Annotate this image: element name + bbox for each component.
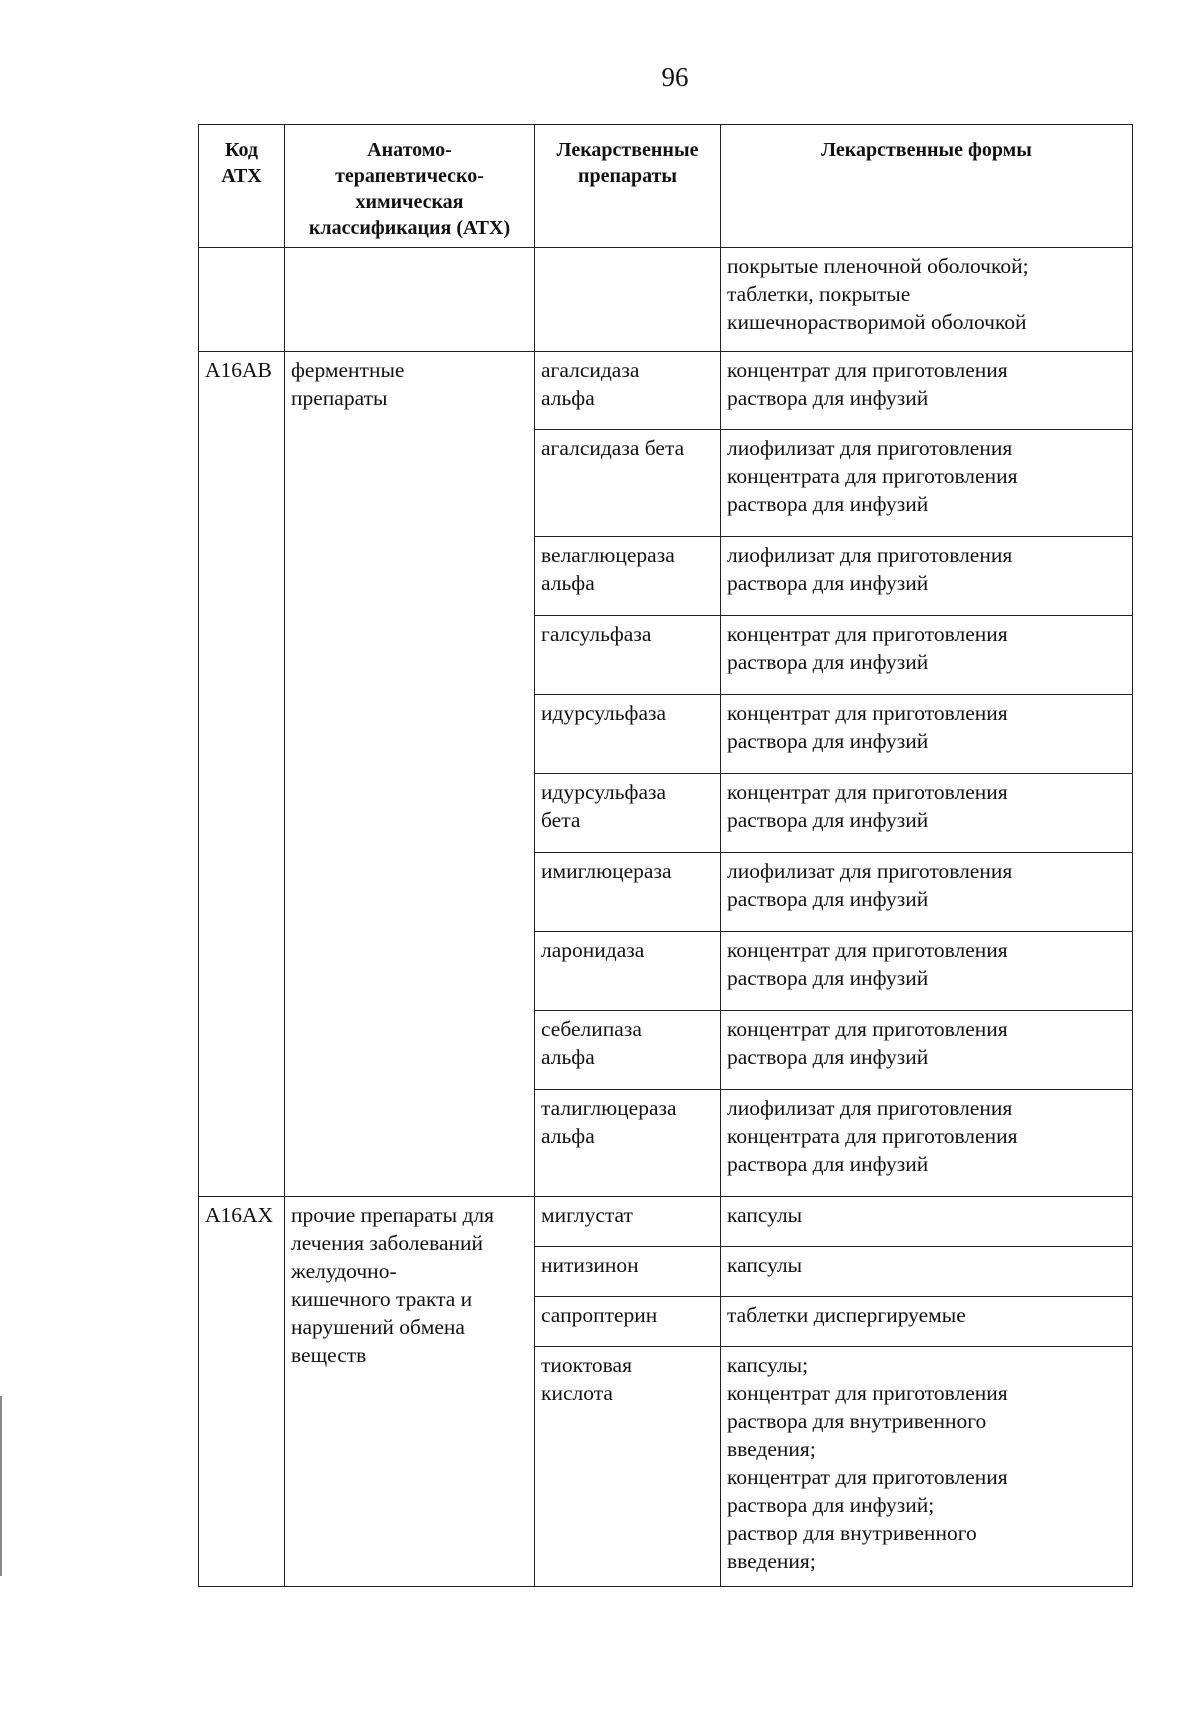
form-cell: лиофилизат для приготовления раствора для инфузий <box>721 853 1133 932</box>
header-drugs: Лекарственные препараты <box>535 125 721 248</box>
form-cell: лиофилизат для приготовления раствора для инфузий <box>721 537 1133 616</box>
scan-edge-mark <box>0 1396 2 1576</box>
header-forms: Лекарственные формы <box>721 125 1133 248</box>
drug-cell: миглустат <box>535 1197 721 1247</box>
form-cell: капсулы <box>721 1247 1133 1297</box>
atx-code-cell: А16АВ <box>199 352 285 1197</box>
drug-cell: идурсульфаза <box>535 695 721 774</box>
drug-cell: талиглюцераза альфа <box>535 1090 721 1197</box>
form-cell: таблетки диспергируемые <box>721 1297 1133 1347</box>
continuation-drug-cell <box>535 248 721 352</box>
drug-cell: ларонидаза <box>535 932 721 1011</box>
drug-cell: идурсульфаза бета <box>535 774 721 853</box>
classification-cell: ферментные препараты <box>285 352 535 1197</box>
form-cell: капсулы <box>721 1197 1133 1247</box>
atx-code-cell: А16АХ <box>199 1197 285 1587</box>
drug-cell: себелипаза альфа <box>535 1011 721 1090</box>
drug-cell: велаглюцераза альфа <box>535 537 721 616</box>
form-cell: концентрат для приготовления раствора для инфузий <box>721 774 1133 853</box>
drug-cell: тиоктовая кислота <box>535 1347 721 1587</box>
drug-cell: галсульфаза <box>535 616 721 695</box>
continuation-classification-cell <box>285 248 535 352</box>
form-cell: концентрат для приготовления раствора для инфузий <box>721 1011 1133 1090</box>
continuation-form-cell: покрытые пленочной оболочкой; таблетки, покрытые кишечнорастворимой оболочкой <box>721 248 1133 352</box>
drug-cell: агалсидаза альфа <box>535 352 721 430</box>
table-row <box>199 352 1133 430</box>
form-cell: концентрат для приготовления раствора для инфузий <box>721 695 1133 774</box>
form-cell: капсулы; концентрат для приготовления раствора для внутривенного введения; концентрат для приготовления раствора для инфузий; раствор для внутривенного введения; <box>721 1347 1133 1587</box>
form-cell: лиофилизат для приготовления концентрата для приготовления раствора для инфузий <box>721 1090 1133 1197</box>
drug-cell: имиглюцераза <box>535 853 721 932</box>
drug-cell: сапроптерин <box>535 1297 721 1347</box>
table-row-continuation <box>199 248 1133 352</box>
form-cell: концентрат для приготовления раствора для инфузий <box>721 616 1133 695</box>
form-cell: концентрат для приготовления раствора для инфузий <box>721 352 1133 430</box>
table-header-row <box>199 125 1133 248</box>
table-row <box>199 1197 1133 1247</box>
drug-cell: агалсидаза бета <box>535 430 721 537</box>
form-cell: лиофилизат для приготовления концентрата для приготовления раствора для инфузий <box>721 430 1133 537</box>
drug-cell: нитизинон <box>535 1247 721 1297</box>
header-code: Код АТХ <box>199 125 285 248</box>
header-classification: Анатомо- терапевтическо- химическая классификация (АТХ) <box>285 125 535 248</box>
atx-drug-table <box>198 124 1133 1587</box>
form-cell: концентрат для приготовления раствора для инфузий <box>721 932 1133 1011</box>
classification-cell: прочие препараты для лечения заболеваний желудочно- кишечного тракта и нарушений обмена веществ <box>285 1197 535 1587</box>
continuation-code-cell <box>199 248 285 352</box>
page-number: 96 <box>661 62 689 92</box>
